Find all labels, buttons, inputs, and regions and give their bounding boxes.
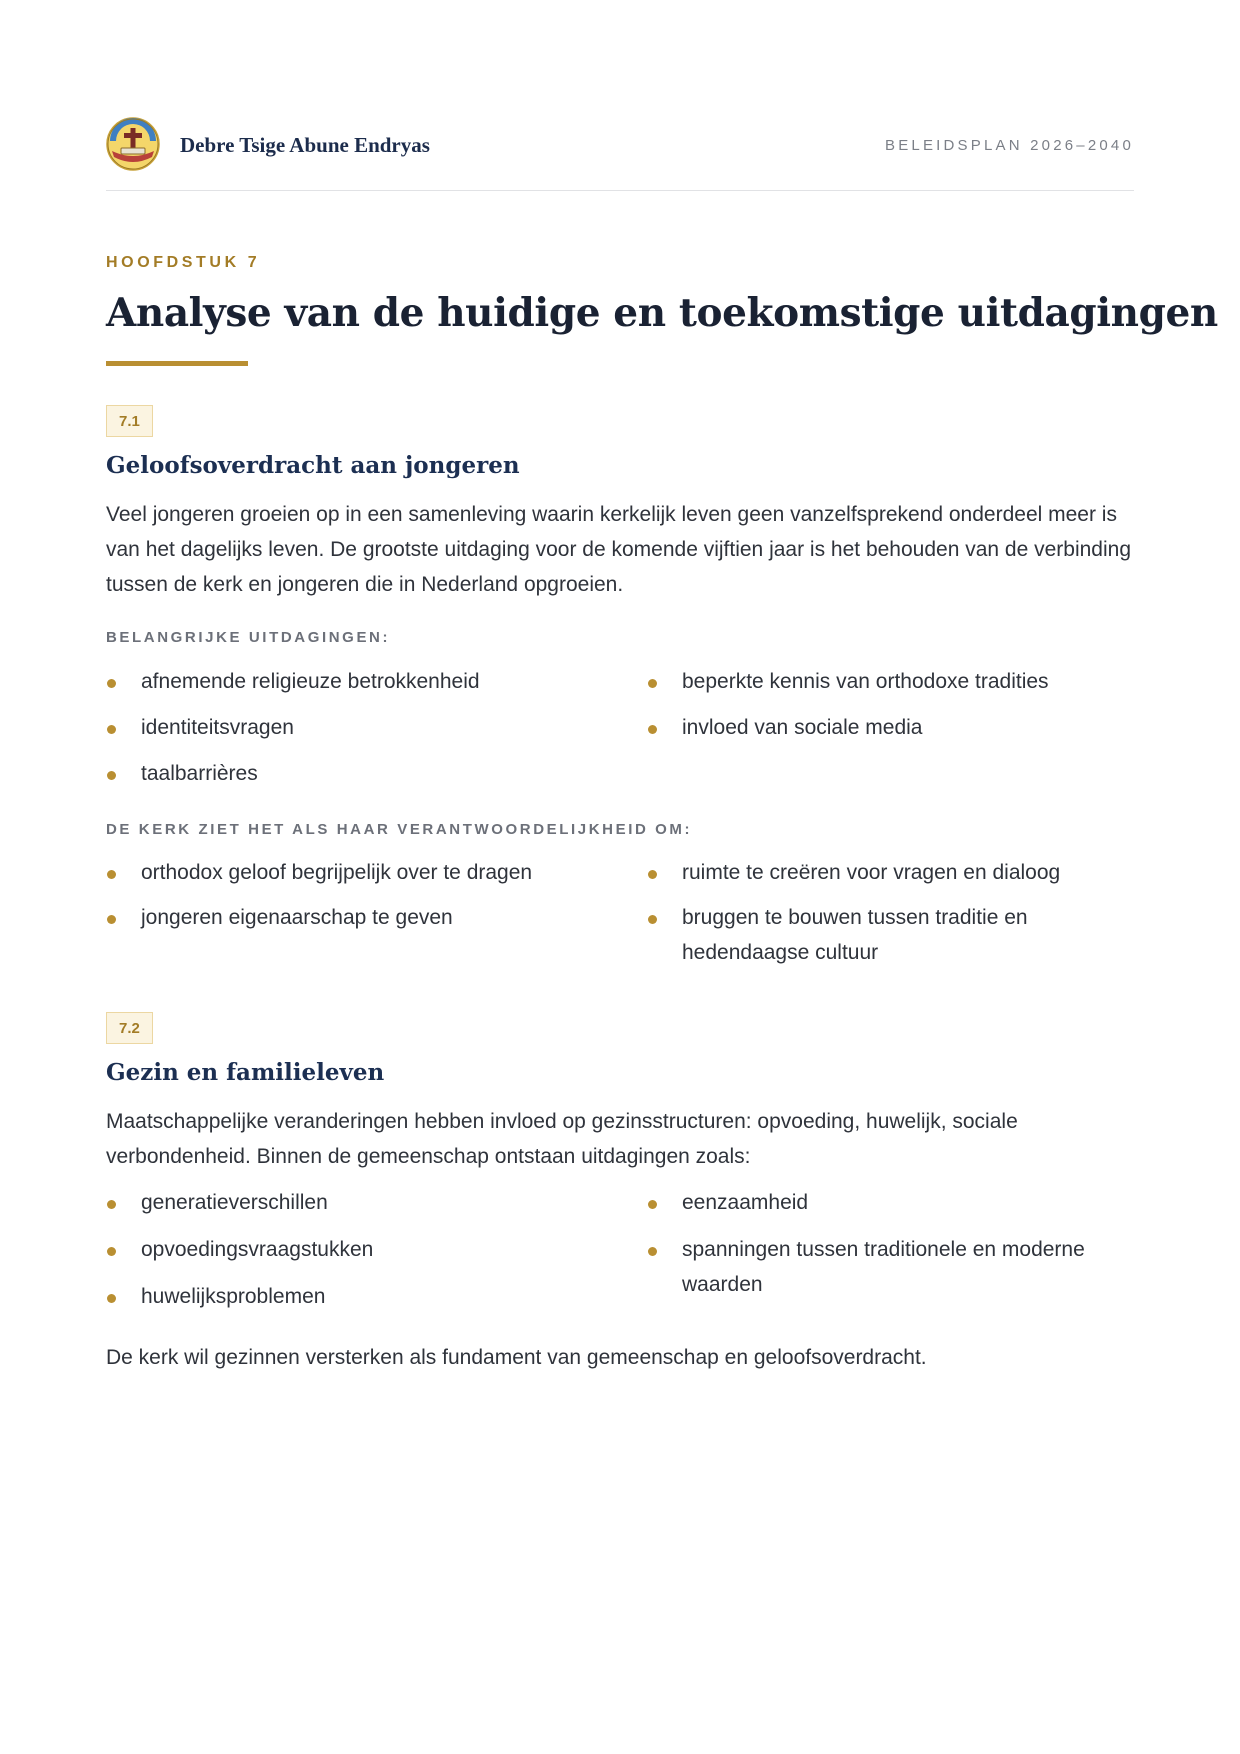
responsibility-list-right: [647, 855, 1127, 970]
list-item: orthodox geloof begrijpelijk over te dragen: [106, 855, 586, 890]
bullet-icon: [107, 771, 116, 780]
section-title: Geloofsoverdracht aan jongeren: [106, 452, 520, 479]
bullet-icon: [648, 679, 657, 688]
page-header: [106, 114, 1134, 191]
bullet-icon: [107, 725, 116, 734]
family-challenges-list-right: [647, 1185, 1127, 1302]
bullet-icon: [107, 679, 116, 688]
challenges-list-right: [647, 664, 1127, 745]
section-number-badge: 7.1: [106, 405, 153, 437]
list-item: eenzaamheid: [647, 1185, 1127, 1220]
list-item: beperkte kennis van orthodoxe tradities: [647, 664, 1127, 699]
plan-label: BELEIDSPLAN 2026–2040: [885, 137, 1134, 154]
bullet-icon: [648, 1247, 657, 1256]
list-item: invloed van sociale media: [647, 710, 1127, 745]
chapter-title: Analyse van de huidige en toekomstige uitdagingen: [106, 290, 1218, 336]
responsibility-label: DE KERK ZIET HET ALS HAAR VERANTWOORDELIJKHEID OM:: [106, 821, 693, 838]
challenges-label: BELANGRIJKE UITDAGINGEN:: [106, 629, 391, 646]
section-intro: Maatschappelijke veranderingen hebben invloed op gezinsstructuren: opvoeding, huwelijk, sociale verbondenheid. Binnen de gemeenschap ontstaan uitdagingen zoals:: [106, 1110, 1018, 1168]
list-item: identiteitsvragen: [106, 710, 586, 745]
bullet-icon: [107, 915, 116, 924]
bullet-icon: [107, 1200, 116, 1209]
bullet-icon: [107, 1247, 116, 1256]
bullet-icon: [648, 725, 657, 734]
list-item: afnemende religieuze betrokkenheid: [106, 664, 586, 699]
challenges-list-left: [106, 664, 586, 791]
list-item: generatieverschillen: [106, 1185, 586, 1220]
section-intro: Veel jongeren groeien op in een samenleving waarin kerkelijk leven geen vanzelfsprekend onderdeel meer is van het dagelijks leven. De grootste uitdaging voor de komende vijftien jaar is het behouden van de verbinding tussen de kerk en jongeren die in Nederland opgroeien.: [106, 503, 1132, 596]
title-divider: [106, 361, 248, 366]
section-closing: De kerk wil gezinnen versterken als fundament van gemeenschap en geloofsoverdracht.: [106, 1346, 927, 1369]
chapter-label: HOOFDSTUK 7: [106, 254, 261, 271]
bullet-icon: [107, 1294, 116, 1303]
list-item: opvoedingsvraagstukken: [106, 1232, 586, 1267]
section-title: Gezin en familieleven: [106, 1059, 385, 1086]
list-item: bruggen te bouwen tussen traditie en hedendaagse cultuur: [647, 900, 1127, 970]
family-challenges-list-left: [106, 1185, 586, 1314]
bullet-icon: [648, 870, 657, 879]
list-item: spanningen tussen traditionele en moderne waarden: [647, 1232, 1127, 1302]
section-number-badge: 7.2: [106, 1012, 153, 1044]
church-emblem-icon: [106, 117, 160, 171]
list-item: huwelijksproblemen: [106, 1279, 586, 1314]
bullet-icon: [107, 870, 116, 879]
responsibility-list-left: [106, 855, 586, 935]
list-item: ruimte te creëren voor vragen en dialoog: [647, 855, 1127, 890]
bullet-icon: [648, 915, 657, 924]
list-item: jongeren eigenaarschap te geven: [106, 900, 586, 935]
organization-name: Debre Tsige Abune Endryas: [180, 133, 430, 157]
list-item: taalbarrières: [106, 756, 586, 791]
bullet-icon: [648, 1200, 657, 1209]
